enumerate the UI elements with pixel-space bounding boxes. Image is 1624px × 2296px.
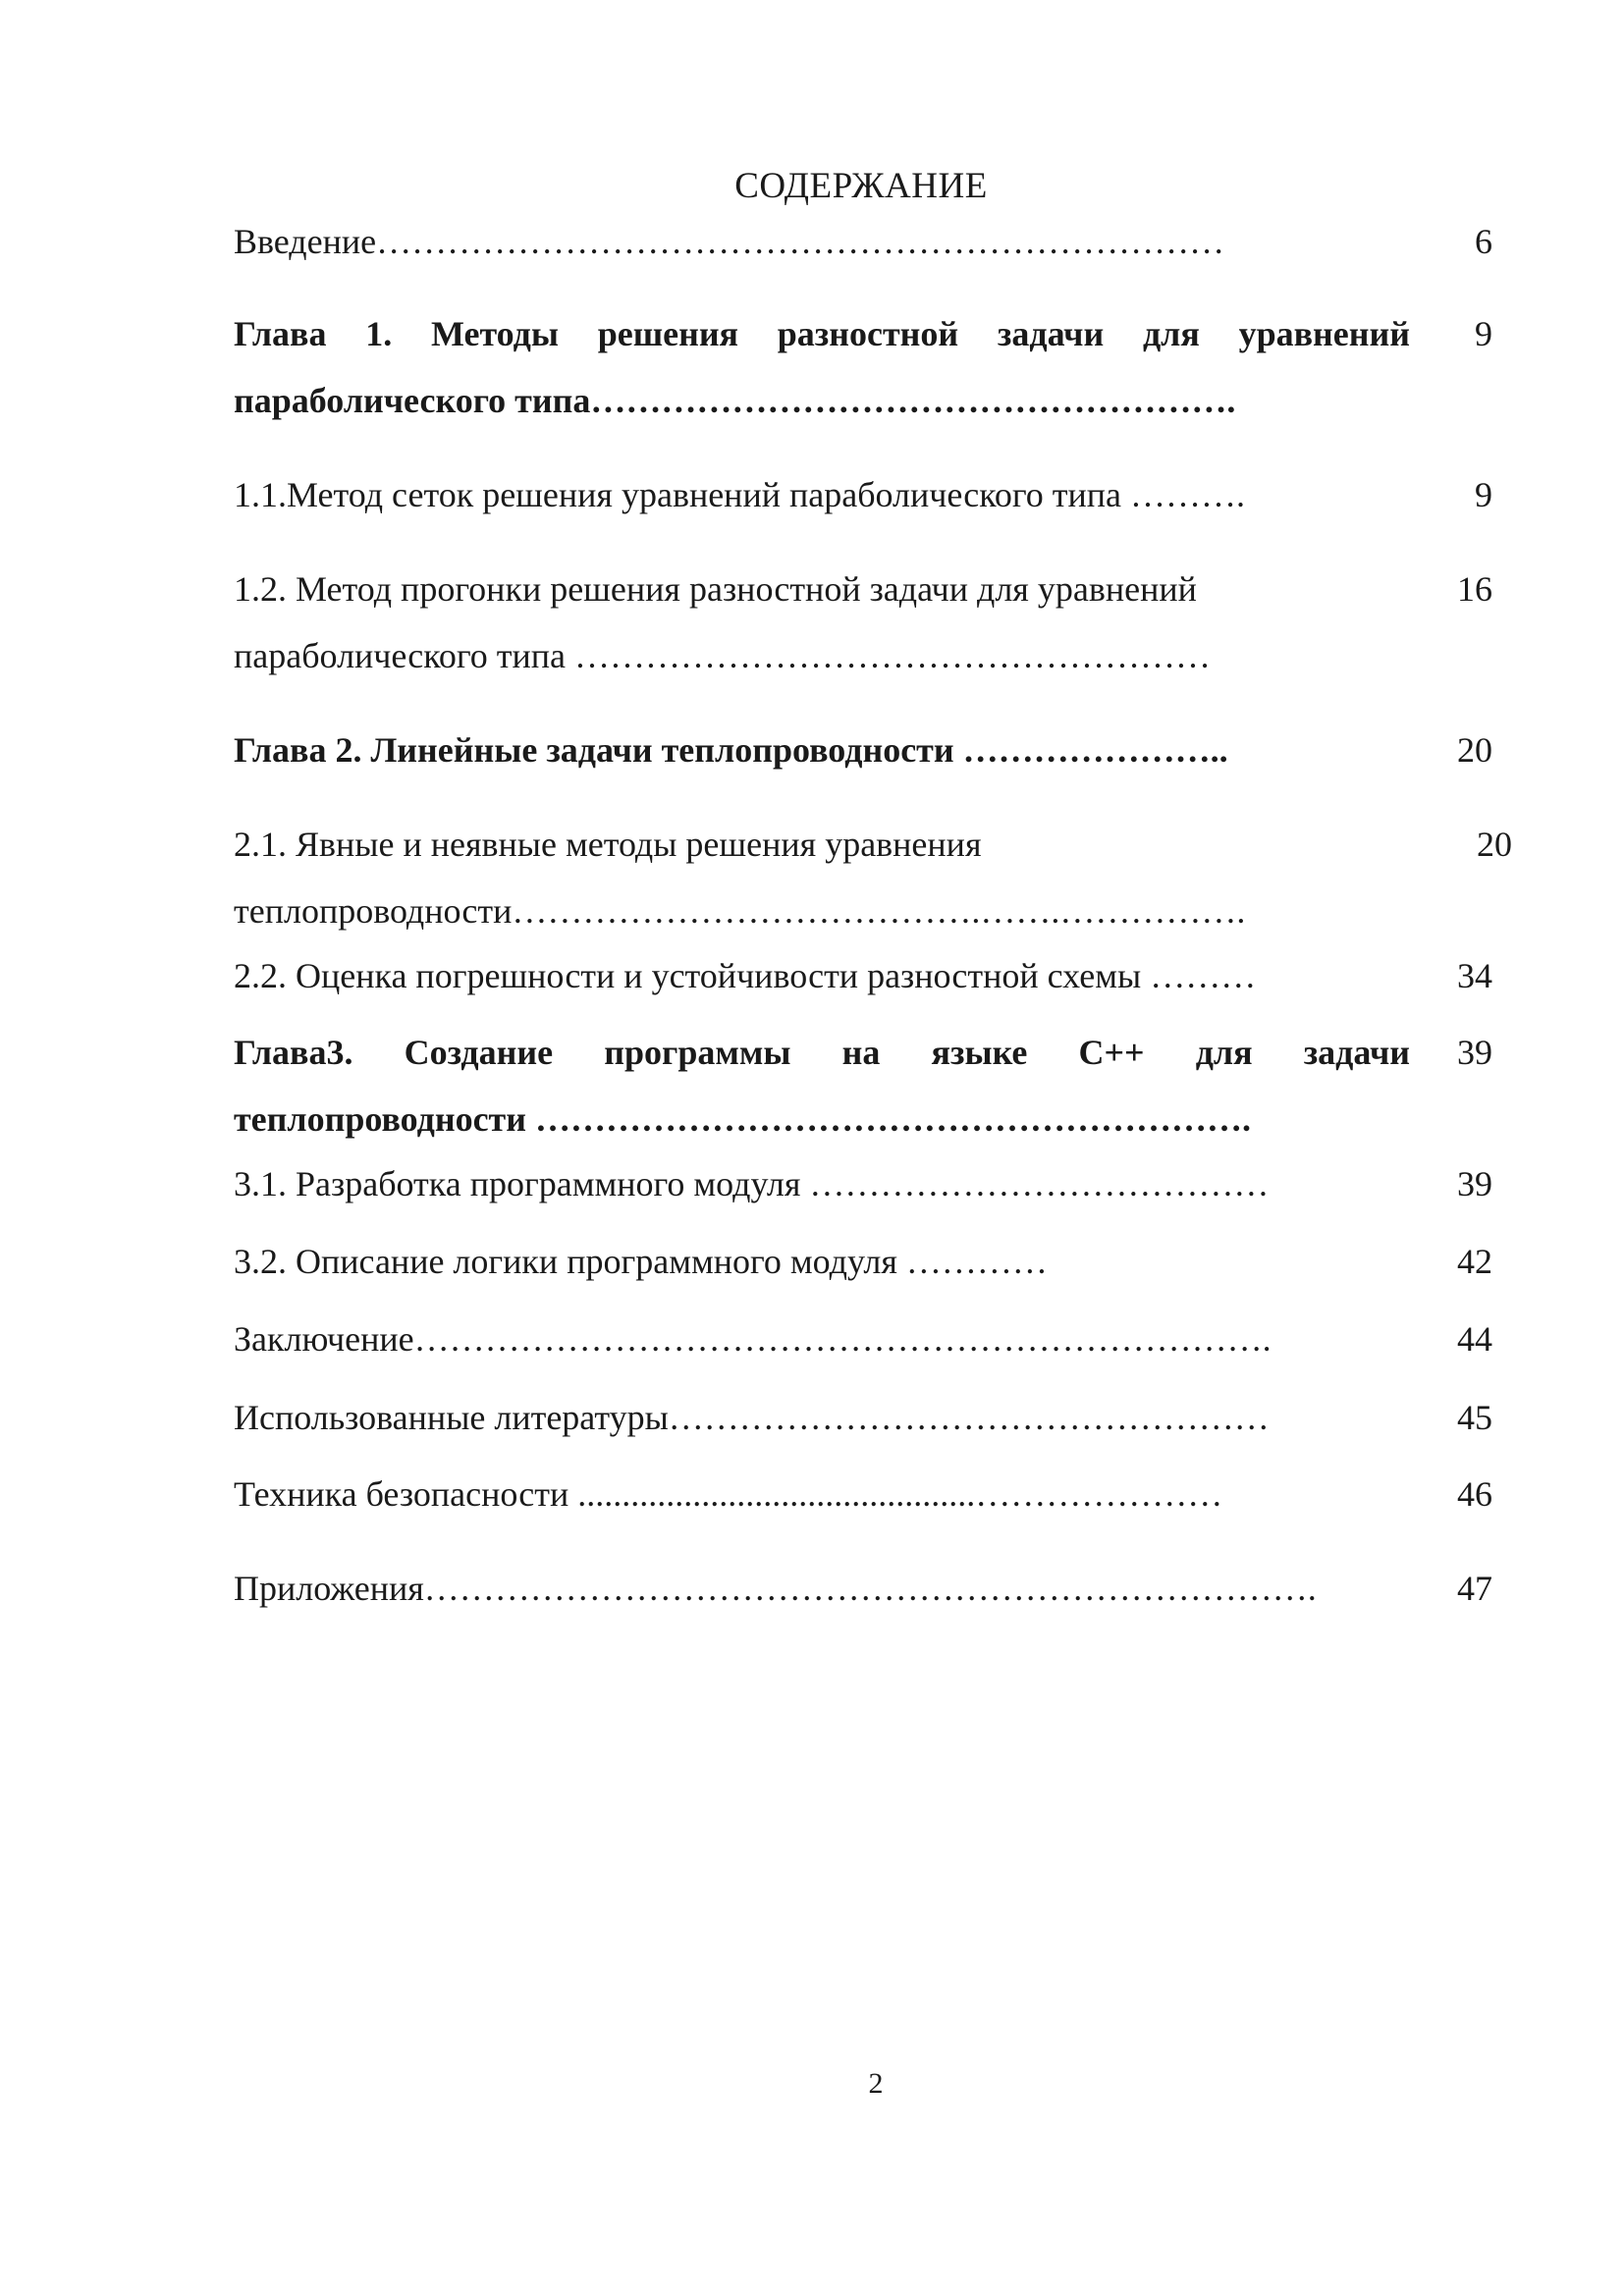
toc-entry-chapter-3 [234,1019,1410,1152]
toc-entry-chapter-2 [234,717,1228,783]
toc-entry-text-cont: теплопроводности ……………………………………………………. [234,1099,1251,1139]
toc-page-number: 47 [1457,1569,1492,1608]
page-title: СОДЕРЖАНИЕ [734,166,988,206]
toc-entry-text: Глава 2. Линейные задачи теплопроводности ………………….. [234,730,1228,770]
toc-entry-section-1-2 [234,556,1211,689]
toc-entry-text: Глава 1. Методы решения разностной задачи для уравнений [234,314,1410,353]
toc-page-number: 16 [1457,569,1492,609]
toc-page-number: 20 [1477,825,1512,864]
toc-entry-text: Приложения…………………………………………………………………. [234,1569,1317,1608]
toc-entry-safety [234,1461,1222,1527]
toc-page-number: 45 [1457,1398,1492,1437]
toc-entry-text: Глава3. Создание программы на языке С++ для задачи [234,1033,1410,1072]
toc-page-number: 42 [1457,1242,1492,1281]
toc-entry-text: 1.1.Метод сеток решения уравнений параболического типа ………. [234,475,1246,514]
toc-entry-text: 2.2. Оценка погрешности и устойчивости разностной схемы ……… [234,956,1257,995]
toc-entry-text: 1.2. Метод прогонки решения разностной задачи для уравнений [234,569,1197,609]
toc-entry-section-2-1 [234,811,1245,944]
toc-entry-text: 3.2. Описание логики программного модуля ………… [234,1242,1048,1281]
toc-entry-text: Введение……………………………………………………………… [234,222,1225,261]
toc-entry-section-3-1 [234,1150,1269,1217]
toc-page-number: 39 [1457,1033,1492,1072]
toc-entry-conclusion [234,1306,1272,1372]
toc-page-number: 20 [1457,730,1492,770]
toc-entry-text: Использованные литературы…………………………………………… [234,1398,1270,1437]
toc-page-number: 6 [1475,222,1492,261]
toc-page-number: 9 [1475,475,1492,514]
toc-entry-references [234,1384,1270,1451]
page-number-footer: 2 [868,2067,884,2100]
toc-entry-appendices [234,1555,1317,1622]
toc-entry-text: 3.1. Разработка программного модуля ………………………………… [234,1164,1270,1203]
toc-entry-chapter-1 [234,300,1410,434]
toc-entry-introduction [234,208,1224,275]
toc-page-number: 39 [1457,1164,1492,1203]
toc-entry-section-3-2 [234,1228,1048,1295]
toc-entry-text-cont: параболического типа ……………………………………………… [234,636,1212,675]
toc-page-number: 34 [1457,956,1492,995]
toc-entry-section-2-2 [234,942,1256,1009]
toc-page-number: 9 [1475,314,1492,353]
toc-entry-text: Заключение………………………………………………………………. [234,1319,1272,1359]
toc-page-number: 44 [1457,1319,1492,1359]
toc-entry-section-1-1 [234,461,1245,528]
toc-entry-text-cont: теплопроводности………………………………….…….……………. [234,891,1246,931]
toc-entry-text-cont: параболического типа………………………………………………. [234,381,1236,420]
toc-entry-text: 2.1. Явные и неявные методы решения уравнения [234,825,982,864]
toc-entry-text: Техника безопасности .............................................………………… [234,1474,1223,1514]
toc-page-number: 46 [1457,1474,1492,1514]
